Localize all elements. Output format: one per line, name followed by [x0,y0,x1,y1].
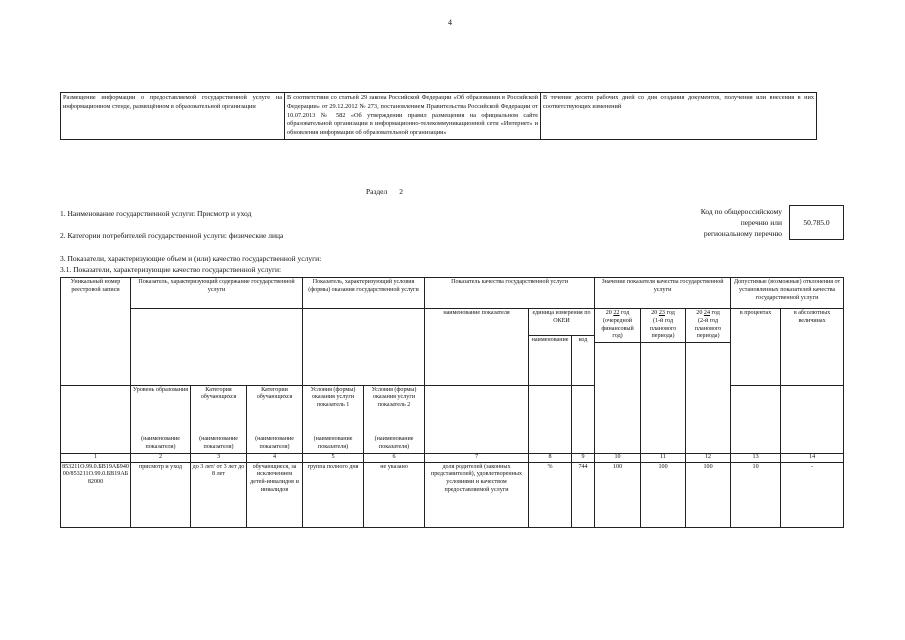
header-condition-2: Условия (формы) оказания услуги показатель 2 [364,385,425,434]
header-unit: единица измерения по ОКЕИ [529,309,595,336]
year-3: 24 [703,310,710,316]
header-space-y1 [595,343,641,386]
quality-heading: 3.1. Показатели, характеризующие качество государственной услуги: [60,265,282,274]
col-number: 12 [686,453,731,462]
header-year-3: 20 24 год (2-й год планового периода) [686,309,731,343]
header-quality-space [425,385,529,453]
col-number: 11 [641,453,686,462]
header-condition-1: Условия (формы) оказания услуги показатель 1 [303,385,364,434]
year-3-note: (2-й год планового периода) [694,317,722,340]
code-label-line1: Код по общероссийскому [700,207,782,216]
header-unit-code-space [572,385,595,453]
code-value: 50.785.0 [803,218,830,227]
header-values: Значение показателя качества государственной услуги [595,278,731,309]
col-number: 10 [595,453,641,462]
header-quality-name: наименование показателя [425,309,529,386]
cell-registry: 853211О.99.0.БВ19АБ94000/853211О.99.0.БВ19АБ82000 [61,462,131,527]
name-note-5: (наименование показателя) [364,434,425,454]
cell-condition-2: не указано [364,462,425,527]
header-level: Уровень образования [131,385,191,434]
header-space-y3 [686,343,731,386]
section-label: Раздел [366,187,388,196]
header-category-2: Категории обучающихся [247,385,303,434]
header-percent-space [731,385,781,453]
header-content-space [131,309,303,386]
col-number: 9 [572,453,595,462]
col-number: 4 [247,453,303,462]
col-number: 1 [61,453,131,462]
cell-unit-code: 744 [572,462,595,527]
cell-unit-name: % [529,462,572,527]
column-numbers-row [61,453,844,462]
header-y1-space [595,385,641,453]
name-note-1: (наименование показателя) [131,434,191,454]
cell-category: обучающиеся, за исключением детей-инвалидов и инвалидов [247,462,303,527]
cell-condition-1: группа полного дня [303,462,364,527]
section-number: 2 [399,187,403,196]
info-table [60,92,817,140]
cell-value-3: 100 [686,462,731,527]
header-unit-code: код [572,336,595,386]
cell-deviation-percent: 10 [731,462,781,527]
code-label-line3: региональному перечню [703,229,782,238]
code-value-box [789,205,844,240]
header-deviations: Допустимые (возможные) отклонения от установленных показателей качества государственной услуги [731,278,844,309]
cell-value-1: 100 [595,462,641,527]
name-note-4: (наименование показателя) [303,434,364,454]
info-method: Размещение информации о предоставляемой государственной услуге на информационном стенде, размещённом в образовательной организации [61,93,285,140]
cell-value-2: 100 [641,462,686,527]
header-percent: в процентах [731,309,781,386]
indicators-heading: 3. Показатели, характеризующие объем и (или) качество государственной услуги: [60,254,322,263]
header-quality: Показатель качества государственной услуги [425,278,595,309]
col-number: 7 [425,453,529,462]
cell-age: до 3 лет/ от 3 лет до 8 лет [191,462,247,527]
info-frequency: В течение десяти рабочих дней со дня создания документов, получения или внесения в них соответствующих изменений [541,93,817,140]
col-number: 2 [131,453,191,462]
cell-deviation-absolute: - [781,462,844,527]
year-2: 23 [658,310,665,316]
consumer-categories: 2. Категории потребителей государственной услуги: физические лица [60,231,284,240]
header-unit-name-space [529,385,572,453]
code-label-line2: перечню или [740,218,782,227]
page-number: 4 [448,18,452,27]
col-number: 13 [731,453,781,462]
service-name: 1. Наименование государственной услуги: Присмотр и уход [60,209,252,218]
header-absolute-space [781,385,844,453]
quality-table [60,277,844,528]
header-year-2: 20 23 год (1-й год планового периода) [641,309,686,343]
header-content: Показатель, характеризующий содержание государственной услуги [131,278,303,309]
col-number: 14 [781,453,844,462]
header-space-y2 [641,343,686,386]
header-y2-space [641,385,686,453]
year-1: 22 [613,310,620,316]
header-absolute: в абсолютных величинах [781,309,844,386]
col-number: 6 [364,453,425,462]
code-label [622,206,782,239]
name-note-2: (наименование показателя) [191,434,247,454]
table-row [61,462,844,527]
header-registry-space [61,385,131,453]
year-1-note: (очередной финансовый год) [601,317,634,340]
info-content: В соответствии со статьей 29 закона Российской Федерации «Об образовании в Российской Федерации» от 29.12.2012 № 273, постановлением Правительства Российской Федерации от 10.07.2013 № 582 «Об утверждении правил размещения на официальном сайте образовательной организации в информационно-телекоммуникационной сети «Интернет» и обновления информации об образовательной организации» [285,93,541,140]
header-year-1: 20 22 год (очередной финансовый год) [595,309,641,343]
header-unit-name: наименование [529,336,572,386]
header-category: Категория обучающихся [191,385,247,434]
name-note-3: (наименование показателя) [247,434,303,454]
cell-quality-name: доля родителей (законных представителей), удовлетворенных условиями и качеством предоставляемой услуги [425,462,529,527]
header-conditions-space [303,309,425,386]
section-title [366,187,403,196]
col-number: 8 [529,453,572,462]
col-number: 3 [191,453,247,462]
year-2-note: (1-й год планового периода) [649,317,677,340]
header-conditions: Показатель, характеризующий условия (формы) оказания государственной услуги [303,278,425,309]
cell-level: присмотр и уход [131,462,191,527]
header-y3-space [686,385,731,453]
col-number: 5 [303,453,364,462]
header-registry: Уникальный номер реестровой записи [61,278,131,386]
